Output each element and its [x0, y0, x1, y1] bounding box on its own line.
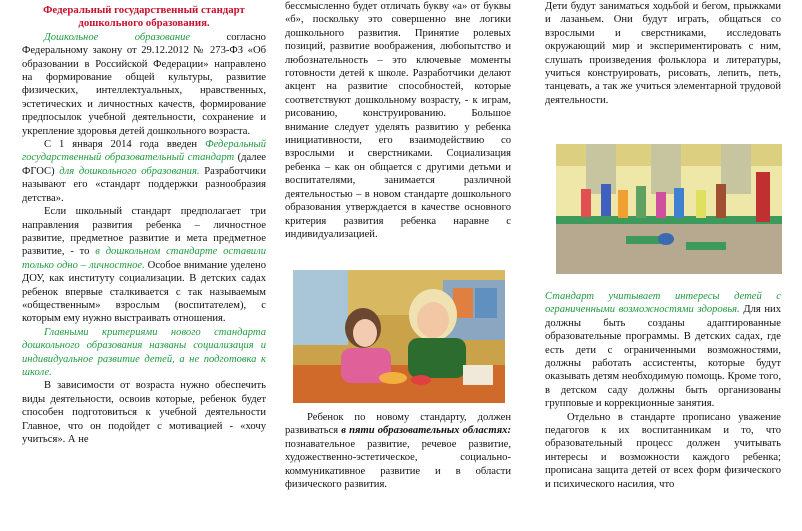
photo-children-hall: [556, 144, 782, 274]
intro-text: согласно Федеральному закону от 29.12.2012 № 273-ФЗ «Об образовании в Российской Федерации» направлено на формирование общей культуры, развитие физических, интеллектуальных, нравственных, эстетических и личностных качеств, формирование предпосылок учебной деятельности, сохранение и укрепление здоровья детей дошкольного возраста.: [22, 31, 266, 137]
paragraph-continuation: [285, 0, 511, 241]
areas-start: Ребенок по новому стандарту, должен развиваться: [285, 412, 511, 437]
paragraph-activities: [545, 0, 781, 107]
highlight-preschool: Дошкольное образование: [44, 31, 191, 43]
paragraph-fgos: [22, 138, 266, 205]
column-3: [545, 0, 781, 107]
highlight-disabilities: Стандарт учитывает интересы детей с ограниченными возможностями здоровья.: [545, 291, 781, 316]
directions-start: Если школьный стандарт предполагает три направления развития ребенка – личностное развитие, предметное развитие и мета предметное развитие, - то: [22, 206, 266, 258]
title-line-2: дошкольного образования.: [78, 17, 210, 30]
fgos-rest: Разработчики называют его «стандарт поддержки разнообразия детства».: [22, 165, 266, 204]
fgos-mid: (далее ФГОС): [22, 152, 266, 177]
age-text: В зависимости от возраста нужно обеспечить виды деятельности, освоив которые, ребенок будет способен подготовиться к учебной деятельности Главное, что он подойдет с мотивацией - «хочу учиться». А не: [22, 380, 266, 445]
paragraph-age: [22, 379, 266, 446]
page-title: [22, 4, 266, 31]
paragraph-respect: [545, 411, 781, 491]
column-1: [22, 0, 266, 446]
column-2-lower: [285, 411, 511, 491]
directions-rest: Особое внимание уделено ДОУ, как институту социализации. В детских садах ребенок впервые сталкивается с так называемым «общественным» взрослым (воспитателем), с которым ему нужно выстраивать отношения.: [22, 259, 266, 325]
paragraph-disabilities: [545, 290, 781, 411]
paragraph-criteria: [22, 326, 266, 380]
column-3-lower: [545, 290, 781, 491]
continuation-text: бессмысленно будет отличать букву «а» от буквы «б», поскольку это совершенно вне логики дошкольного развития. Принятие ролевых позиций, развитие воображения, любопытство и любознательность – это ключевые моменты готовности детей к школе. Разработчики делают акцент на развитие способностей, которые соответствуют дошкольному возрасту, - к играм, рисованию, конструированию. Большое внимание следует уделять развитию у ребенка инициативности, его взаимодействию со взрослыми и сверстниками. Социализация ребенка – как он общается с другими детьми и воспитателями, занимается различной деятельностью – в новом стандарте дошкольного образования утверждается в качестве основного критерия развития ребенка наравне с индивидуализацией.: [285, 1, 511, 240]
photo-teacher-child: [293, 270, 505, 403]
areas-rest: познавательное развитие, речевое развитие, художественно-эстетическое, социально-коммуникативное развитие и в области физического развития.: [285, 438, 511, 491]
respect-text: Отдельно в стандарте прописано уважение педагогов к их воспитанникам и то, что образовательный процесс должен учитывать интересы и возможности каждого ребенка; прописана защита детей от всех форм физического и психического насилия, что: [545, 411, 781, 490]
disabilities-text: Для них должны быть созданы адаптированные образовательные программы. В детских садах, где есть дети с ограниченными возможностями, должны работать ассистенты, которые будут оказывать детям необходимую помощь. Кроме того, в детском саду должны быть организованы групповые и коррекционные занятия.: [545, 304, 781, 410]
paragraph-directions: [22, 205, 266, 326]
highlight-criteria: Главными критериями нового стандарта дошкольного образования названы социализация и индивидуальное развитие детей, а не подготовка к школе.: [22, 326, 266, 378]
highlight-personal: в дошкольном стандарте оставили только одно – личностное.: [22, 246, 267, 271]
fgos-start: С 1 января 2014 года введен: [44, 139, 206, 151]
paragraph-five-areas: [285, 411, 511, 491]
highlight-fgos: Федеральный государственный образовательный стандарт: [22, 139, 266, 164]
column-2: [285, 0, 511, 241]
title-line-1: Федеральный государственный стандарт: [43, 4, 245, 16]
highlight-fgos-2: для дошкольного образования.: [59, 165, 200, 177]
five-areas-emphasis: в пяти образовательных областях:: [341, 425, 511, 437]
activities-text: Дети будут заниматься ходьбой и бегом, прыжками и лазаньем. Они будут играть, общаться со взрослыми и сверстниками, исследовать окружающий мир и экспериментировать с ним, слушать произведения фольклора и литературы, учиться конструировать, рисовать, лепить, петь, танцевать, а так же учиться элементарной трудовой деятельности.: [545, 1, 781, 106]
paragraph-intro: [22, 31, 266, 138]
